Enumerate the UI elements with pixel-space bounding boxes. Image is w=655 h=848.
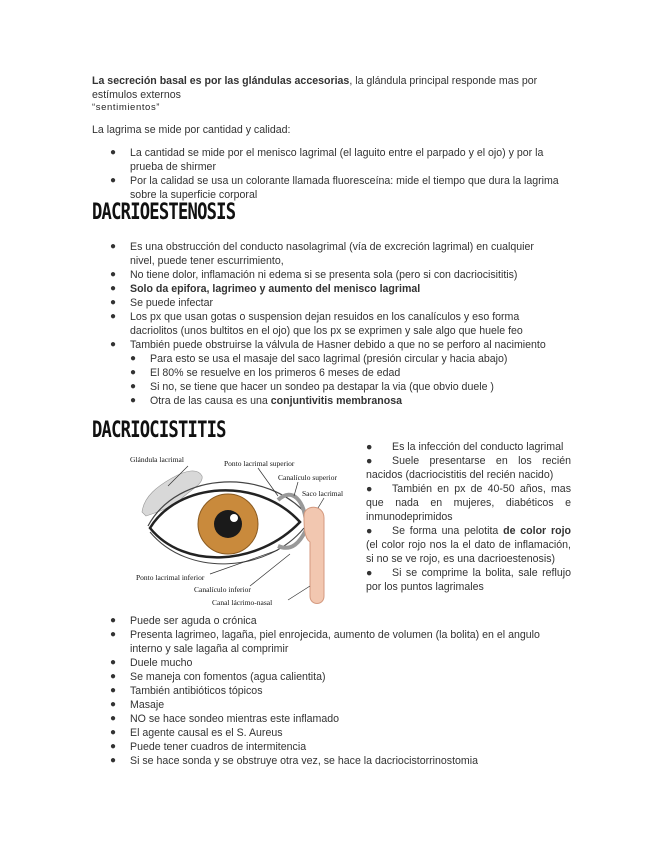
list-item: ● El 80% se resuelve en los primeros 6 meses de edad bbox=[130, 367, 401, 379]
list-item: ● Masaje bbox=[110, 699, 165, 711]
list-item: ● No tiene dolor, inflamación ni edema si se presenta sola (pero si con dacriocisititis) bbox=[110, 269, 518, 281]
list-item: ● NO se hace sondeo mientras este inflamado bbox=[110, 713, 340, 725]
intro-line-3: “sentimientos” bbox=[92, 102, 161, 113]
label-saco: Saco lacrimal bbox=[302, 489, 344, 498]
list-item: ● Otra de las causa es una conjuntivitis membranosa bbox=[130, 395, 403, 407]
section2-bullets bbox=[110, 614, 570, 768]
right-paragraph: ● Es la infección del conducto lagrimal bbox=[366, 441, 564, 453]
label-ponto-inferior: Ponto lacrimal inferior bbox=[136, 573, 205, 582]
section1-sub-bullets bbox=[130, 352, 570, 408]
intro-line-2: estímulos externos bbox=[92, 89, 181, 101]
list-item: ● Se maneja con fomentos (agua calientita) bbox=[110, 671, 326, 683]
section-title-dacrioestenosis: DACRIOESTENOSIS bbox=[92, 200, 236, 225]
section-title-dacriocistitis: DACRIOCISTITIS bbox=[92, 418, 226, 443]
list-item: ● También puede obstruirse la válvula de Hasner debido a que no se perforo al nacimiento bbox=[110, 339, 546, 351]
list-item: ● Si se hace sonda y se obstruye otra vez, se hace la dacriocistorrinostomia bbox=[110, 755, 479, 767]
list-item: ● El agente causal es el S. Aureus bbox=[110, 727, 283, 739]
list-item: ● Para esto se usa el masaje del saco lagrimal (presión circular y hacia abajo) bbox=[130, 353, 508, 365]
lacrimal-sac-shape bbox=[304, 507, 324, 603]
right-paragraph: ● También en px de 40-50 años, mas que nada en mujeres, diabéticos e inmunodeprimidos bbox=[366, 483, 571, 523]
right-paragraph: ● Si se comprime la bolita, sale reflujo por los puntos lagrimales bbox=[366, 567, 571, 593]
list-item: ● Se puede infectar bbox=[110, 297, 214, 309]
list-item: ● Los px que usan gotas o suspension dejan resuidos en los canalículos y eso forma dacriolitos (unos bultitos en el ojo) que los px se exprimen y sale algo que huele feo bbox=[110, 311, 523, 337]
label-glandula: Glándula lacrimal bbox=[130, 455, 184, 464]
list-item: ● Por la calidad se usa un colorante llamada fluoresceína: mide el tiempo que dura la lagrima sobre la superficie corporal bbox=[110, 175, 559, 201]
section1-bullets bbox=[110, 240, 570, 352]
label-canaliculo-inferior: Canalículo inferior bbox=[194, 585, 251, 594]
list-item: ● Puede ser aguda o crónica bbox=[110, 615, 257, 627]
list-item: ● La cantidad se mide por el menisco lagrimal (el laguito entre el parpado y el ojo) y por la prueba de shirmer bbox=[110, 147, 544, 173]
tear-system-diagram bbox=[128, 446, 360, 610]
list-item: ● Duele mucho bbox=[110, 657, 193, 669]
list-item: ● Si no, se tiene que hacer un sondeo pa destapar la via (que obvio duele ) bbox=[130, 381, 494, 393]
list-item: ● Solo da epifora, lagrimeo y aumento del menisco lagrimal bbox=[110, 283, 421, 295]
right-paragraph: ● Suele presentarse en los recién nacidos (dacriocistitis del recién nacido) bbox=[366, 455, 571, 481]
right-paragraph: ● Se forma una pelotita de color rojo (el color rojo nos la el dato de inflamación, si no se ve rojo, es una dacrioestenosis) bbox=[366, 525, 571, 565]
intro-measure: La lagrima se mide por cantidad y calidad: bbox=[92, 124, 291, 136]
pupil bbox=[214, 510, 242, 538]
label-ponto-superior: Ponto lacrimal superior bbox=[224, 459, 295, 468]
intro-line-1: La secreción basal es por las glándulas accesorias, la glándula principal responde mas por bbox=[92, 75, 538, 87]
list-item: ● También antibióticos tópicos bbox=[110, 685, 263, 697]
label-canaliculo-superior: Canalículo superior bbox=[278, 473, 337, 482]
intro-bullets bbox=[110, 146, 570, 202]
section2-right-text bbox=[366, 440, 571, 594]
list-item: ● Es una obstrucción del conducto nasolagrimal (vía de excreción lagrimal) en cualquier nivel, puede tener escurrimiento, bbox=[110, 241, 534, 267]
label-canal: Canal lácrimo-nasal bbox=[212, 598, 273, 607]
list-item: ● Puede tener cuadros de intermitencia bbox=[110, 741, 307, 753]
list-item: ● Presenta lagrimeo, lagaña, piel enrojecida, aumento de volumen (la bolita) en el angulo interno y sale lagaña al comprimir bbox=[110, 629, 540, 655]
